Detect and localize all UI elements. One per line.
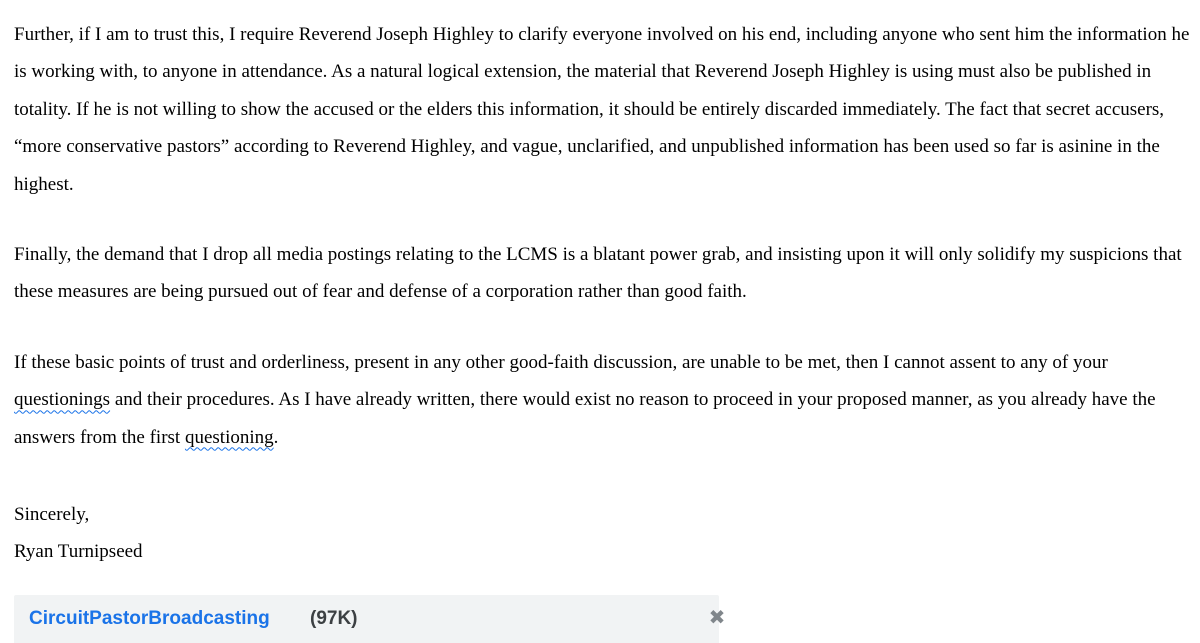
attachment-size: (97K) <box>310 608 358 629</box>
signature-name: Ryan Turnipseed <box>14 541 143 563</box>
paragraph-media-demand: Finally, the demand that I drop all media postings relating to the LCMS is a blatant power grab, and insisting upon it will only solidify my suspicions that these measures are being pursued out of fear and defense of a corporation rather than good faith. <box>14 244 1182 303</box>
closing-salutation: Sincerely, <box>14 504 90 526</box>
attachment-chip[interactable] <box>14 595 726 643</box>
paragraph-text-segment: If these basic points of trust and orderliness, present in any other good-faith discussion, are unable to be met, then I cannot assent to any of your <box>14 351 1108 373</box>
paragraph-trust-requirements: Further, if I am to trust this, I require Reverend Joseph Highley to clarify everyone involved on his end, including anyone who sent him the information he is working with, to anyone in attendance. As a natural logical extension, the material that Reverend Joseph Highley is using must also be published in totality. If he is not willing to show the accused or the elders this information, it should be entirely discarded immediately. The fact that secret accusers, “more conservative pastors” according to Reverend Highley, and vague, unclarified, and unpublished information has been used so far is asinine in the highest. <box>14 24 1190 195</box>
close-icon[interactable]: ✖ <box>708 607 726 629</box>
misspelled-word-questionings[interactable]: questionings <box>14 389 111 411</box>
attachment-name-link[interactable]: CircuitPastorBroadcasting <box>29 608 270 629</box>
email-message-body <box>14 16 1190 571</box>
paragraph-questionings <box>14 344 1190 456</box>
paragraph-text-segment: . <box>273 426 279 448</box>
misspelled-word-questioning[interactable]: questioning <box>184 426 274 448</box>
paragraph-text-segment: and their procedures. As I have already written, there would exist no reason to proceed in your proposed manner, as you already have the answers from the first <box>14 389 1156 448</box>
